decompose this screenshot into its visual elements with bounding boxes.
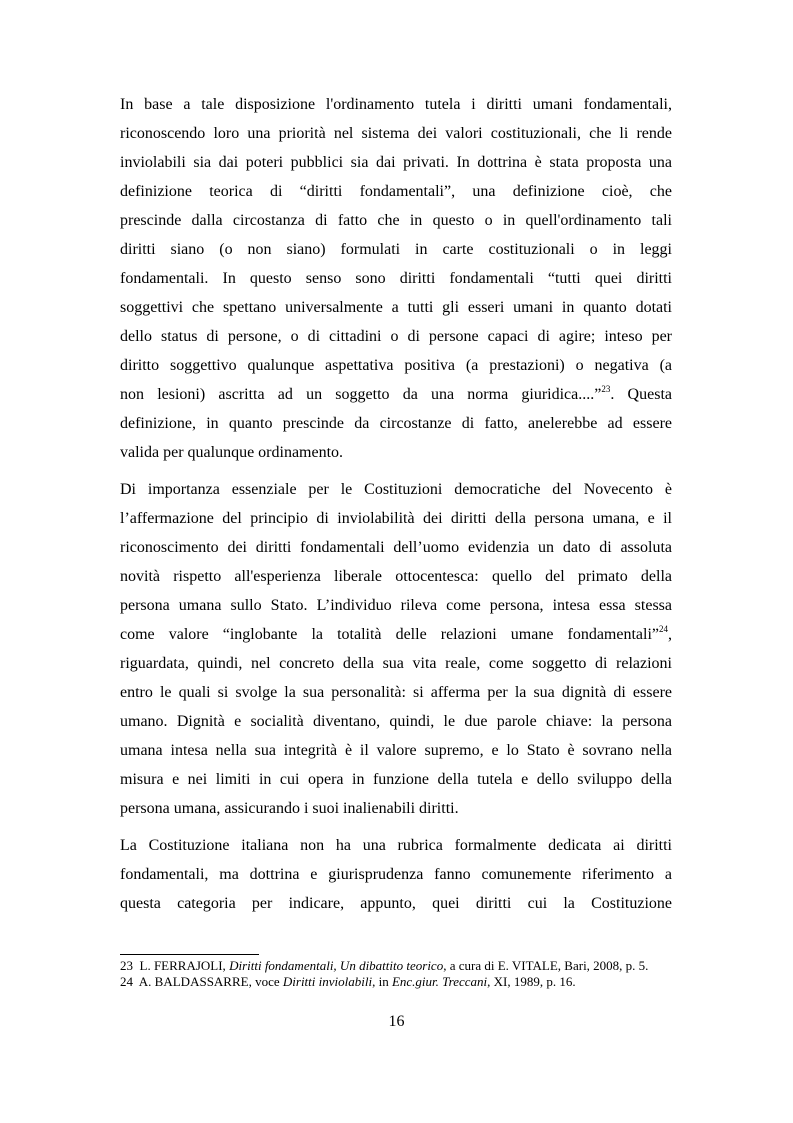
text-line: valida per qualunque ordinamento.	[120, 444, 344, 461]
text-line: prescinde dalla circostanza di fatto che in questo o in quell'ordinamento tali	[120, 212, 672, 229]
paragraph-1	[120, 90, 672, 467]
text-line: l’affermazione del principio di inviolabilità dei diritti della persona umana, e il	[120, 510, 672, 527]
text-line: questa categoria per indicare, appunto, quei diritti cui la Costituzione	[120, 895, 672, 912]
footnotes	[120, 958, 680, 990]
text-line: soggettivi che spettano universalmente a tutti gli esseri umani in quanto dotati	[120, 299, 672, 316]
text-line: umana intesa nella sua integrità è il valore supremo, e lo Stato è sovrano nella	[120, 742, 672, 759]
footnote-title: Enc.giur. Treccani	[391, 974, 488, 989]
text-segment: . Questa	[610, 386, 672, 403]
footnote-author: L. FERRAJOLI,	[139, 958, 230, 973]
footnote-rest: , XI, 1989, p. 16.	[487, 974, 576, 989]
text-line: riconoscendo loro una priorità nel sistema dei valori costituzionali, che li rende	[120, 125, 672, 142]
text-line: novità rispetto all'esperienza liberale ottocentesca: quello del primato della	[120, 568, 672, 585]
footnote-23	[120, 958, 680, 974]
footnote-mid: , in	[372, 974, 392, 989]
text-line: persona umana, assicurando i suoi inalienabili diritti.	[120, 800, 459, 817]
text-line: fondamentali, ma dottrina e giurisprudenza fanno comunemente riferimento a	[120, 866, 672, 883]
text-line: riguardata, quindi, nel concreto della sua vita reale, come soggetto di relazioni	[120, 655, 672, 672]
text-line: La Costituzione italiana non ha una rubrica formalmente dedicata ai diritti	[120, 837, 672, 854]
paragraph-2	[120, 475, 672, 823]
text-segment: non lesioni) ascritta ad un soggetto da una norma giuridica....”	[120, 386, 602, 403]
text-line: In base a tale disposizione l'ordinamento tutela i diritti umani fondamentali,	[120, 96, 672, 113]
text-line: dello status di persone, o di cittadini o di persone capaci di agire; inteso per	[120, 328, 672, 345]
footnote-title: Diritti inviolabili	[282, 974, 373, 989]
footnote-ref-24[interactable]: 24	[659, 624, 668, 634]
text-line: Di importanza essenziale per le Costituzioni democratiche del Novecento è	[120, 481, 672, 498]
footnote-ref-23[interactable]: 23	[601, 384, 611, 394]
footnote-separator	[120, 954, 259, 955]
text-line: persona umana sullo Stato. L’individuo rileva come persona, intesa essa stessa	[120, 597, 672, 614]
footnote-number: 24	[120, 974, 133, 989]
footnote-number: 23	[120, 958, 133, 973]
text-line-with-footnote-ref	[120, 620, 672, 649]
text-segment: come valore “inglobante la totalità delle relazioni umane fondamentali”	[120, 626, 659, 643]
page-number: 16	[388, 1013, 405, 1030]
main-text	[120, 90, 672, 918]
footnote-author: A. BALDASSARRE, voce	[138, 974, 283, 989]
footnote-title: Diritti fondamentali, Un dibattito teorico	[229, 958, 444, 973]
text-line-with-footnote-ref	[120, 380, 672, 409]
text-line: misura e nei limiti in cui opera in funzione della tutela e dello sviluppo della	[120, 771, 672, 788]
text-segment: ,	[668, 626, 672, 643]
text-line: inviolabili sia dai poteri pubblici sia dai privati. In dottrina è stata proposta una	[120, 154, 672, 171]
footnote-24	[120, 974, 680, 990]
paragraph-3	[120, 831, 672, 918]
text-line: entro le quali si svolge la sua personalità: si afferma per la sua dignità di essere	[120, 684, 672, 701]
text-line: diritti siano (o non siano) formulati in carte costituzionali o in leggi	[120, 241, 672, 258]
text-line: riconoscimento dei diritti fondamentali dell’uomo evidenzia un dato di assoluta	[120, 539, 672, 556]
text-line: definizione teorica di “diritti fondamentali”, una definizione cioè, che	[120, 183, 672, 200]
text-line: umano. Dignità e socialità diventano, quindi, le due parole chiave: la persona	[120, 713, 672, 730]
text-line: fondamentali. In questo senso sono diritti fondamentali “tutti quei diritti	[120, 270, 672, 287]
footnote-rest: , a cura di E. VITALE, Bari, 2008, p. 5.	[443, 958, 649, 973]
text-line: diritto soggettivo qualunque aspettativa positiva (a prestazioni) o negativa (a	[120, 357, 672, 374]
text-line: definizione, in quanto prescinde da circostanze di fatto, anelerebbe ad essere	[120, 415, 672, 432]
